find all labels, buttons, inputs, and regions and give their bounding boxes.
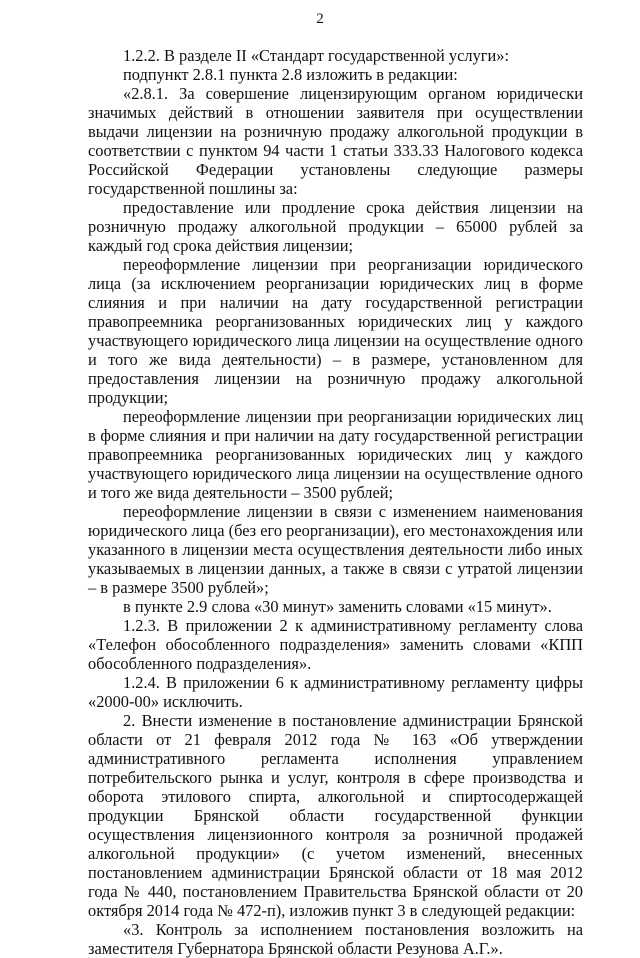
paragraph: 1.2.4. В приложении 6 к административному регламенту цифры «2000-00» исключить. — [88, 673, 583, 711]
paragraph: подпункт 2.8.1 пункта 2.8 изложить в редакции: — [123, 65, 458, 84]
paragraph: 1.2.3. В приложении 2 к административному регламенту слова «Телефон обособленного подразделения» заменить словами «КПП обособленного подразделения». — [88, 616, 583, 673]
paragraph: «3. Контроль за исполнением постановления возложить на заместителя Губернатора Брянской области Резунова А.Г.». — [88, 920, 583, 958]
page-number: 2 — [316, 11, 324, 27]
paragraph: переоформление лицензии при реорганизации юридических лиц в форме слияния и при наличии на дату государственной регистрации правопреемника реорганизованных юридических лиц у каждого участвующего юридического лица лицензии на осуществление одного и того же вида деятельности – 3500 рублей; — [88, 407, 583, 502]
paragraph: переоформление лицензии при реорганизации юридического лица (за исключением реорганизации юридических лиц в форме слияния и при наличии на дату государственной регистрации правопреемника реорганизованных юридических лиц у каждого участвующего юридического лица лицензии на осуществление одного и того же вида деятельности) – в размере, установленном для предоставления лицензии на розничную продажу алкогольной продукции; — [88, 255, 583, 407]
paragraph: «2.8.1. За совершение лицензирующим органом юридически значимых действий в отношении заявителя при осуществлении выдачи лицензии на розничную продажу алкогольной продукции в соответствии с пунктом 94 части 1 статьи 333.33 Налогового кодекса Российской Федерации установлены следующие размеры государственной пошлины за: — [88, 84, 583, 198]
paragraph: 2. Внести изменение в постановление администрации Брянской области от 21 февраля 2012 года № 163 «Об утверждении административного регламента исполнения управлением потребительского рынка и услуг, контроля в сфере производства и оборота этилового спирта, алкогольной и спиртосодержащей продукции Брянской области государственной функции осуществления лицензионного контроля за розничной продажей алкогольной продукции» (с учетом изменений, внесенных постановлением администрации Брянской области от 18 мая 2012 года № 440, постановлением Правительства Брянской области от 20 октября 2014 года № 472-п), изложив пункт 3 в следующей редакции: — [88, 711, 583, 920]
paragraph: предоставление или продление срока действия лицензии на розничную продажу алкогольной продукции – 65000 рублей за каждый год срока действия лицензии; — [88, 198, 583, 255]
document-body — [88, 46, 583, 958]
paragraph: 1.2.2. В разделе II «Стандарт государственной услуги»: — [123, 46, 510, 65]
paragraph: в пункте 2.9 слова «30 минут» заменить словами «15 минут». — [123, 597, 552, 616]
paragraph: переоформление лицензии в связи с изменением наименования юридического лица (без его реорганизации), его местонахождения или указанного в лицензии места осуществления деятельности либо иных указываемых в лицензии данных, а также в связи с утратой лицензии – в размере 3500 рублей»; — [88, 502, 583, 597]
